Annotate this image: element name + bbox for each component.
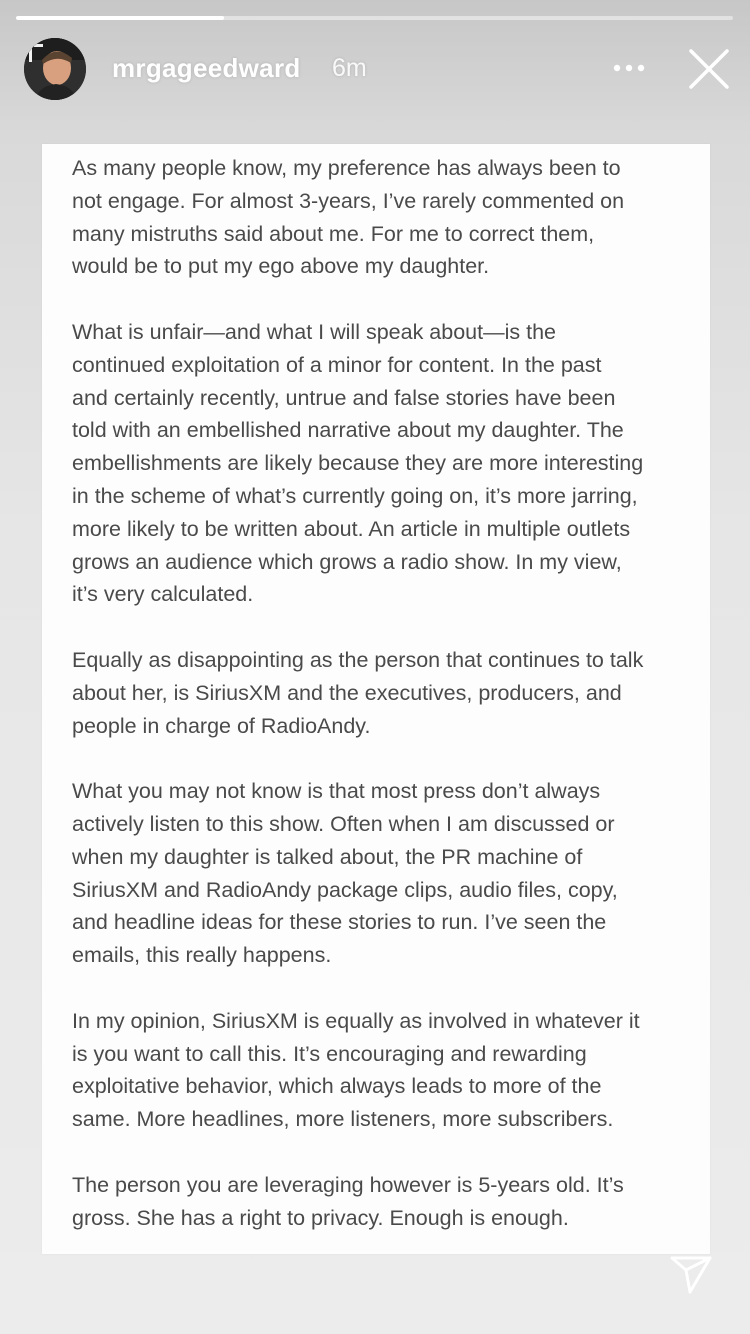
- note-line: Equally as disappointing as the person that continues to talk: [72, 647, 644, 672]
- note-line: What you may not know is that most press don’t always: [72, 779, 601, 804]
- note-line: same. More headlines, more listeners, more subscribers.: [72, 1107, 614, 1132]
- note-line: As many people know, my preference has always been to: [72, 156, 621, 180]
- note-line: gross. She has a right to privacy. Enough is enough.: [72, 1205, 569, 1230]
- more-options-button[interactable]: [604, 52, 654, 84]
- note-line: when my daughter is talked about, the PR machine of: [72, 844, 583, 869]
- close-icon: [684, 44, 734, 94]
- note-body: [72, 152, 692, 1234]
- note-line: told with an embellished narrative about my daughter. The: [72, 418, 624, 443]
- note-line: What is unfair—and what I will speak about—is the: [72, 319, 556, 344]
- note-line: SiriusXM and RadioAndy package clips, audio files, copy,: [72, 877, 618, 902]
- note-paragraph: [72, 1005, 692, 1136]
- username[interactable]: mrgageedward: [112, 53, 301, 83]
- send-message-button[interactable]: [668, 1250, 716, 1298]
- note-line: embellishments are likely because they are more interesting: [72, 451, 644, 476]
- note-line: people in charge of RadioAndy.: [72, 713, 371, 738]
- close-button[interactable]: [684, 44, 734, 94]
- note-line: continued exploitation of a minor for content. In the past: [72, 352, 602, 377]
- note-paragraph: [72, 1169, 692, 1235]
- avatar[interactable]: [24, 38, 86, 100]
- story-progress-fill: [16, 16, 224, 20]
- note-line: grows an audience which grows a radio show. In my view,: [72, 549, 622, 574]
- note-line: about her, is SiriusXM and the executives, producers, and: [72, 680, 622, 705]
- story-progress-bar: [16, 16, 733, 20]
- note-line: many mistruths said about me. For me to correct them,: [72, 221, 595, 246]
- note-line: it’s very calculated.: [72, 582, 254, 607]
- note-line: and headline ideas for these stories to run. I’ve seen the: [72, 910, 607, 935]
- note-line: and certainly recently, untrue and false stories have been: [72, 385, 616, 410]
- ellipsis-icon: [604, 52, 654, 84]
- note-line: emails, this really happens.: [72, 943, 332, 968]
- story-header: [24, 38, 734, 100]
- note-line: more likely to be written about. An article in multiple outlets: [72, 516, 631, 541]
- note-line: actively listen to this show. Often when I am discussed or: [72, 811, 615, 836]
- note-line: exploitative behavior, which always leads to more of the: [72, 1074, 602, 1099]
- send-icon: [668, 1250, 716, 1298]
- note-paragraph: [72, 316, 692, 611]
- timestamp: 6m: [332, 54, 367, 82]
- note-line: is you want to call this. It’s encouraging and rewarding: [72, 1041, 587, 1066]
- note-paragraph: [72, 644, 692, 742]
- note-line: In my opinion, SiriusXM is equally as involved in whatever it: [72, 1008, 640, 1033]
- note-paragraph: [72, 775, 692, 972]
- note-line: in the scheme of what’s currently going on, it’s more jarring,: [72, 483, 638, 508]
- avatar-photo-icon: [24, 38, 86, 100]
- note-paragraph: [72, 152, 692, 283]
- note-line: not engage. For almost 3-years, I’ve rarely commented on: [72, 188, 625, 213]
- note-line: would be to put my ego above my daughter.: [72, 254, 490, 279]
- note-screenshot: [42, 144, 710, 1254]
- note-line: The person you are leveraging however is 5-years old. It’s: [72, 1172, 624, 1197]
